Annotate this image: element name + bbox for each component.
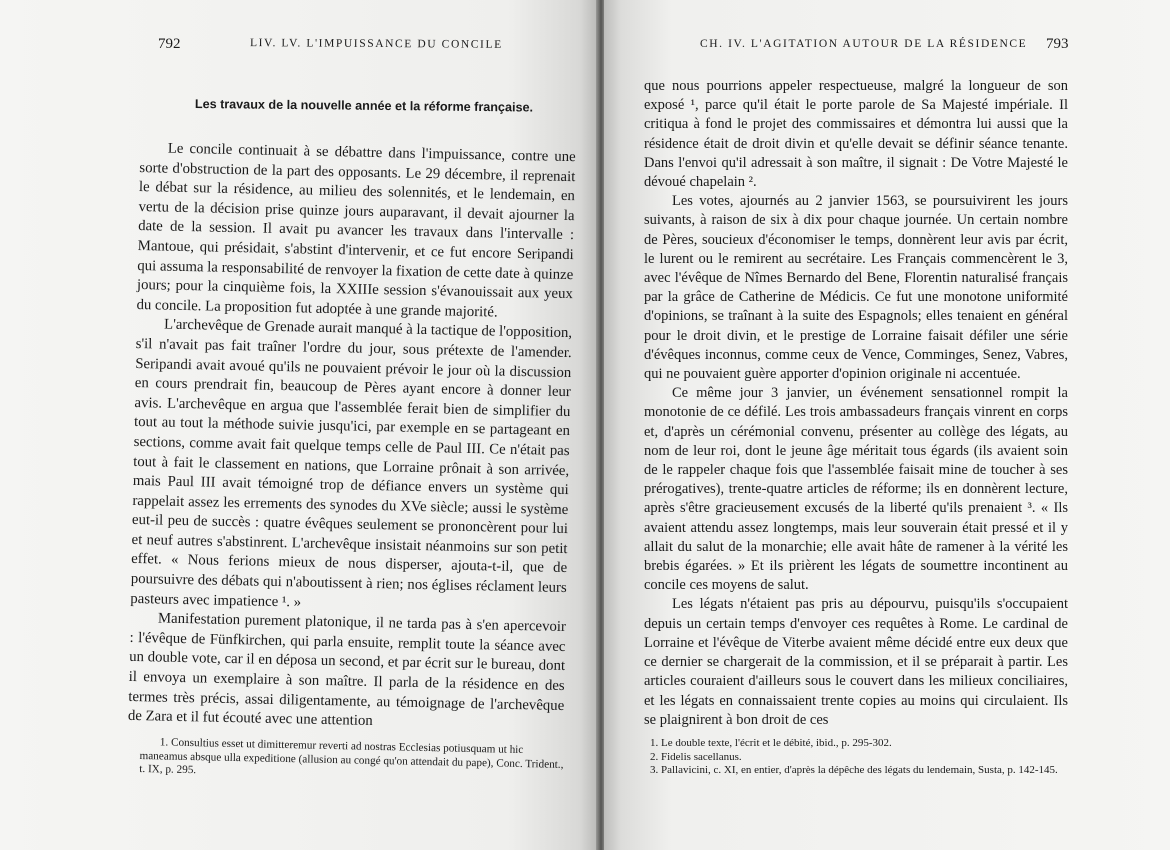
right-footnote: 1. Le double texte, l'écrit et le débité, ibid., p. 295-302. [650, 737, 892, 749]
section-title: Les travaux de la nouvelle année et la réforme française. [194, 97, 534, 115]
left-footnote: 1. Consultius esset ut dimitteremur reverti ad nostras Ecclesias potiusquam ut hic maneamus absque ulla expeditione (allusion au congé qu'on attendait du pape), Conc. Trident., t. IX, p. 295. [139, 736, 564, 777]
right-page-number: 793 [1046, 36, 1069, 52]
right-footnote: 2. Fidelis sacellanus. [650, 750, 742, 763]
left-page-number: 792 [158, 36, 181, 52]
right-body-text [644, 77, 1068, 730]
left-paragraph: Manifestation purement platonique, il ne tarda pas à s'en apercevoir : l'évêque de Fünfkirchen, qui parla ensuite, remplit toute la séance avec un double vote, car il en déposa un second, et par écrit sur le bureau, dont il envoya un exemplaire à son maître. Il parla de la résidence en des termes très précis, assai diligentamente, au témoignage de l'archevêque de Zara et il fut écouté avec une attention [127, 610, 567, 730]
right-paragraph: Les votes, ajournés au 2 janvier 1563, se poursuivirent les jours suivants, à raison de six à dix pour chaque journée. Un certain nombre de Pères, soucieux d'économiser le temps, donnèrent leur avis par écrit, le lurent ou le remirent au secrétaire. Les Français commencèrent le 3, avec l'évêque de Nîmes Bernardo del Bene, Florentin naturalisé français par la grâce de Catherine de Médicis. Ce fut une monotone uniformité d'opinions, se traînant à la suite des Espagnols; elles tenaient en général pour le droit divin, et le prestige de Lorraine faisait défiler une série d'évêques inconnus, comme ceux de Vence, Comminges, Senez, Vabres, qui ne pouvaient guère apporter d'opinion originale ni accentuée. [644, 193, 1068, 383]
left-paragraph: Le concile continuait à se débattre dans l'impuissance, contre une sorte d'obstruction de la part des opposants. Le 29 décembre, il reprenait le débat sur la résidence, au milieu des solennités, et le lendemain, en vertu de la décision prise quinze jours auparavant, il devait ajourner la date de la session. Il avait pu avancer les travaux dans l'intervalle : Mantoue, qui présidait, s'abstint d'intervenir, et ce fut encore Seripandi qui assuma la responsabilité de renvoyer la fixation de cette date à quinze jours; pour la cinquième fois, la XXIIIe session s'évanouissait aux yeux du concile. La proposition fut adoptée à une grande majorité. [136, 140, 576, 321]
right-paragraph: que nous pourrions appeler respectueuse, malgré la longueur de son exposé ¹, parce qu'il était le porte parole de Sa Majesté impériale. Il critiqua à fond le projet des commissaires et démontra lui aussi que la résidence était de droit divin et qu'elle devait se définir séance tenante. Dans l'envoi qu'il adressait à son maître, il signait : De Votre Majesté le dévoué chapelain ². [644, 78, 1068, 191]
right-paragraph: Ce même jour 3 janvier, un événement sensationnel rompit la monotonie de ce défilé. Les trois ambassadeurs français vinrent en corps et, d'après un cérémonial convenu, présenter au collège des légats, au nom de leur roi, dont le jeune âge méritait tous égards (ils avaient soin de le rappeler chaque fois que l'assemblée faisait mine de toucher à ses prérogatives), trente-quatre articles de réforme; ils en donnèrent lecture, après s'être gracieusement excusés de la liberté qu'ils prenaient ³. « Ils avaient attendu assez longtemps, mais leur souverain était pressé et il y allait du salut de la monarchie; elle avait hâte de ramener à la vérité les brebis égarées. » Et ils prièrent les légats de soumettre incontinent au concile ces moyens de salut. [644, 385, 1068, 594]
right-paragraph: Les légats n'étaient pas pris au dépourvu, puisqu'ils s'occupaient depuis un certain temps d'envoyer ces requêtes à Rome. Le cardinal de Lorraine et l'évêque de Viterbe avaient même décidé entre eux deux que ce dernier se chargerait de la commission, et il se préparait à partir. Les articles couraient d'ailleurs sous le couvert dans les milieux conciliaires, et les légats en connaissaient trente copies au moins qui circulaient. Ils se plaignirent à bon droit de ces [644, 596, 1068, 728]
left-body-text [128, 139, 576, 736]
right-running-head: CH. IV. L'AGITATION AUTOUR DE LA RÉSIDENCE [700, 38, 1028, 50]
right-footnotes [644, 737, 1068, 778]
left-paragraph: L'archevêque de Grenade aurait manqué à la tactique de l'opposition, s'il n'avait pas fait traîner l'ordre du jour, sous prétexte de l'amender. Seripandi avait avoué qu'ils ne pouvaient prévoir le jour où la discussion en cours prendrait fin, beaucoup de Pères ayant encore à donner leur avis. L'archevêque en argua que l'assemblée ferait bien de simplifier du tout au tout la méthode suivie jusqu'ici, par exemple en se partageant en sections, comme avait fait quelque temps celle de Paul III. Ce n'était pas tout à fait le classement en nations, que Lorraine prônait à son arrivée, mais Paul III avait témoigné trop de défiance envers un système qui rappelait assez les errements des synodes du XVe siècle; aussi le système eut-il peu de succès : quatre évêques seulement se prononcèrent pour lui et neuf autres s'abstinrent. L'archevêque insistait néanmoins sur son petit effet. « Nous ferions mieux de nous disperser, ajouta-t-il, que de poursuivre des débats qui n'aboutissent à rien; nos églises réclament leurs pasteurs avec impatience ¹. » [130, 316, 573, 611]
left-running-head: LIV. LV. L'IMPUISSANCE DU CONCILE [249, 37, 503, 51]
right-footnote: 3. Pallavicini, c. XI, en entier, d'après la dépêche des légats du lendemain, Susta, p. 142-145. [650, 764, 1058, 776]
